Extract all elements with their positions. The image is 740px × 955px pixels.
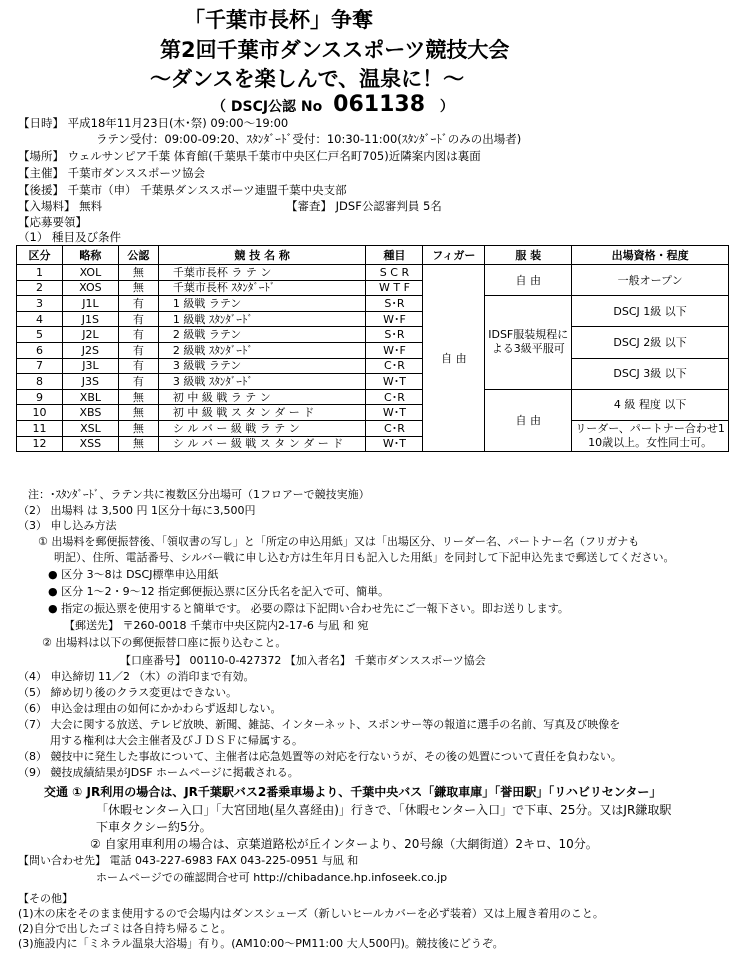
cell-event: 3 級戦 ｽﾀﾝﾀﾞｰﾄﾞ <box>158 374 366 390</box>
cell-official: 有 <box>118 342 158 358</box>
cell-event: 1 級戦 ｽﾀﾝﾀﾞｰﾄﾞ <box>158 311 366 327</box>
note-6: （6） 申込金は理由の如何にかかわらず返却しない。 <box>18 702 282 715</box>
cell-code: XOL <box>62 265 118 281</box>
table-row <box>17 327 729 343</box>
note-5: （5） 締め切り後のクラス変更はできない。 <box>18 686 238 699</box>
col-header: 出場資格・程度 <box>572 246 729 265</box>
col-header: 種目 <box>366 246 423 265</box>
cell-code: XBS <box>62 405 118 421</box>
cell-official: 無 <box>118 265 158 281</box>
col-header: 服 装 <box>485 246 572 265</box>
qual-class-3: DSCJ 3級 以下 <box>572 358 729 389</box>
transport-line-2: 「休暇センター入口」「大宮団地(星久喜経由)」行きで、「休暇センター入口」で下車、25分。又はJR鎌取駅 <box>96 803 672 817</box>
cell-dances: W･F <box>366 342 423 358</box>
other-1: (1)木の床をそのまま使用するので会場内はダンスシューズ（新しいヒールカバーを必ず装着）又は上履き着用のこと。 <box>18 907 604 920</box>
other-heading: 【その他】 <box>18 892 73 905</box>
qual-class-1: DSCJ 1級 以下 <box>572 296 729 327</box>
other-3: (3)施設内に「ミネラル温泉大浴場」有り。(AM10:00～PM11:00 大人500円)。競技後にどうぞ。 <box>18 937 504 950</box>
cell-no: 9 <box>17 389 63 405</box>
col-header: 公認 <box>118 246 158 265</box>
cell-official: 有 <box>118 358 158 374</box>
cell-code: XBL <box>62 389 118 405</box>
cell-dances: W T F <box>366 280 423 296</box>
note-7a: （7） 大会に関する放送、テレビ放映、新聞、雑誌、インターネット、スポンサー等の報道に選手の名前、写真及び映像を <box>18 718 621 731</box>
cell-dances: W･F <box>366 311 423 327</box>
method-1a: ① 出場料を郵便振替後、「領収書の写し」と「所定の申込用紙」又は「出場区分、リーダー名、パートナー名（フリガナも <box>38 535 640 548</box>
cell-official: 無 <box>118 405 158 421</box>
note-8: （8） 競技中に発生した事故について、主催者は応急処置等の対応を行ないうが、その後の処置について責任を負わない。 <box>18 750 622 763</box>
info-admission: 【入場料】 無料 <box>18 199 103 213</box>
col-header: 区分 <box>17 246 63 265</box>
transport-line-1: 交通 ① JR利用の場合は、JR千葉駅バス2番乗車場より、千葉中央バス「鎌取車庫」「誉田駅」「リハビリセンター」 <box>44 785 662 799</box>
table-row <box>17 265 729 281</box>
entry-table <box>16 245 729 452</box>
cell-dances: C･R <box>366 389 423 405</box>
cell-event: 1 級戦 ラテン <box>158 296 366 312</box>
cell-event: 千葉市長杯 ラ テ ン <box>158 265 366 281</box>
table-row <box>17 389 729 405</box>
info-date: 【日時】 平成18年11月23日(木･祭) 09:00～19:00 <box>18 116 289 130</box>
cell-dances: W･T <box>366 374 423 390</box>
qual-open: 一般オープン <box>572 265 729 296</box>
dscj-label: （ DSCJ公認 No 061138 ） <box>212 92 454 117</box>
note-7b: 用する権利は大会主催者及びＪＤＳＦに帰属する。 <box>50 734 303 747</box>
cell-official: 無 <box>118 389 158 405</box>
fee: （2） 出場料 は 3,500 円 1区分十毎に3,500円 <box>18 504 256 517</box>
cell-code: J1L <box>62 296 118 312</box>
note-9: （9） 競技成績結果がJDSF ホームページに掲載される。 <box>18 766 299 779</box>
cell-official: 無 <box>118 420 158 436</box>
figure-free: 自 由 <box>423 265 485 452</box>
col-header: 競 技 名 称 <box>158 246 366 265</box>
bullet-2: ● 区分 1～2・9～12 指定郵便振込票に区分氏名を記入で可、簡単。 <box>48 585 390 598</box>
cell-no: 12 <box>17 436 63 452</box>
title-2: 第2回千葉市ダンススポーツ競技大会 <box>160 38 510 62</box>
title-3: ～ダンスを楽しんで、温泉に！～ <box>150 67 465 91</box>
cell-no: 2 <box>17 280 63 296</box>
cell-no: 11 <box>17 420 63 436</box>
bullet-1: ● 区分 3～8は DSCJ標準申込用紙 <box>48 568 219 581</box>
bullet-3: ● 指定の振込票を使用すると簡単です。 必要の際は下記問い合わせ先にご一報下さい。即お送りします。 <box>48 602 569 615</box>
cell-event: 2 級戦 ｽﾀﾝﾀﾞｰﾄﾞ <box>158 342 366 358</box>
dress-free-bottom: 自 由 <box>485 389 572 451</box>
cell-event: 3 級戦 ラテン <box>158 358 366 374</box>
cell-official: 有 <box>118 311 158 327</box>
col-header: フィガー <box>423 246 485 265</box>
qual-class-2: DSCJ 2級 以下 <box>572 327 729 358</box>
cell-no: 5 <box>17 327 63 343</box>
postal-address: 【郵送先】 〒260-0018 千葉市中央区院内2-17-6 与凪 和 宛 <box>64 619 369 632</box>
contact-line-1: 【問い合わせ先】 電話 043-227-6983 FAX 043-225-0951 与凪 和 <box>18 854 359 867</box>
table-row <box>17 420 729 436</box>
cell-event: 千葉市長杯 ｽﾀﾝﾀﾞｰﾄﾞ <box>158 280 366 296</box>
cell-dances: S C R <box>366 265 423 281</box>
qual-silver-line-1: リーダー、パートナー合わせ1 <box>575 422 725 436</box>
transport-line-3: 下車タクシー約5分。 <box>96 820 212 834</box>
info-guidelines: 【応募要領】 <box>18 215 87 229</box>
cell-event: 初 中 級 戦 ス タ ン ダ ー ド <box>158 405 366 421</box>
cell-official: 無 <box>118 280 158 296</box>
cell-dances: C･R <box>366 420 423 436</box>
method-2: ② 出場料は以下の郵便振替口座に振り込むこと。 <box>42 636 287 649</box>
info-support: 【後援】 千葉市（申） 千葉県ダンススポーツ連盟千葉中央支部 <box>18 183 347 197</box>
cell-no: 3 <box>17 296 63 312</box>
cell-code: J2L <box>62 327 118 343</box>
dress-free-top: 自 由 <box>485 265 572 296</box>
cell-code: XSS <box>62 436 118 452</box>
cell-dances: W･T <box>366 405 423 421</box>
cell-no: 10 <box>17 405 63 421</box>
qual-silver-line-2: 10歳以上。女性同士可。 <box>588 436 713 450</box>
section-1: （1） 種目及び条件 <box>18 230 121 244</box>
cell-official: 有 <box>118 327 158 343</box>
method-1b: 明記）、住所、電話番号、シルバー戦に申し込む方は生年月日も記入した用紙」を同封して下記申込先まで郵送してください。 <box>54 551 675 564</box>
cell-event: シ ル バ ー 級 戦 ス タ ン ダ ー ド <box>158 436 366 452</box>
table-row <box>17 358 729 374</box>
cell-code: J3L <box>62 358 118 374</box>
transport-line-4: ② 自家用車利用の場合は、京葉道路松が丘インターより、20号線（大網街道）2キロ、10分。 <box>90 837 598 851</box>
cell-code: XOS <box>62 280 118 296</box>
cell-dances: S･R <box>366 327 423 343</box>
note: 注：･ｽﾀﾝﾀﾞｰﾄﾞ、ラテン共に複数区分出場可（1フロアーで競技実施） <box>28 488 370 501</box>
cell-no: 4 <box>17 311 63 327</box>
info-venue: 【場所】 ウェルサンピア千葉 体育館(千葉県千葉市中央区仁戸名町705)近隣案内図は裏面 <box>18 149 481 163</box>
note-4: （4） 申込締切 11／2 （木）の消印まで有効。 <box>18 670 255 683</box>
info-host: 【主催】 千葉市ダンススポーツ協会 <box>18 166 205 180</box>
cell-no: 6 <box>17 342 63 358</box>
cell-official: 無 <box>118 436 158 452</box>
dress-idsf: IDSF服装規程による3級平服可 <box>485 296 572 390</box>
cell-code: J1S <box>62 311 118 327</box>
col-header: 略称 <box>62 246 118 265</box>
contact-line-2: ホームページでの確認問合せ可 http://chibadance.hp.infoseek.co.jp <box>96 871 448 884</box>
info-judges: 【審査】 JDSF公認審判員 5名 <box>286 199 442 213</box>
qual-class-4: 4 級 程度 以下 <box>572 389 729 420</box>
qual-silver <box>572 420 729 451</box>
cell-event: 2 級戦 ラテン <box>158 327 366 343</box>
cell-code: XSL <box>62 420 118 436</box>
cell-no: 7 <box>17 358 63 374</box>
table-header-row <box>17 246 729 265</box>
cell-event: 初 中 級 戦 ラ テ ン <box>158 389 366 405</box>
account-info: 【口座番号】 00110-0-427372 【加入者名】 千葉市ダンススポーツ協会 <box>120 654 486 667</box>
cell-official: 有 <box>118 374 158 390</box>
table-row <box>17 296 729 312</box>
cell-dances: C･R <box>366 358 423 374</box>
dscj-number: 061138 <box>333 92 426 117</box>
cell-event: シ ル バ ー 級 戦 ラ テ ン <box>158 420 366 436</box>
other-2: (2)自分で出したゴミは各自持ち帰ること。 <box>18 922 232 935</box>
cell-official: 有 <box>118 296 158 312</box>
apply-heading: （3） 申し込み方法 <box>18 519 117 532</box>
cell-no: 1 <box>17 265 63 281</box>
cell-dances: S･R <box>366 296 423 312</box>
cell-no: 8 <box>17 374 63 390</box>
cell-dances: W･T <box>366 436 423 452</box>
title-1: 「千葉市長杯」争奪 <box>184 8 373 32</box>
cell-code: J2S <box>62 342 118 358</box>
cell-code: J3S <box>62 374 118 390</box>
info-reception: ラテン受付：09:00-09:20、ｽﾀﾝﾀﾞｰﾄﾞ受付：10:30-11:00(ｽﾀﾝﾀﾞｰﾄﾞのみの出場者) <box>96 132 522 146</box>
